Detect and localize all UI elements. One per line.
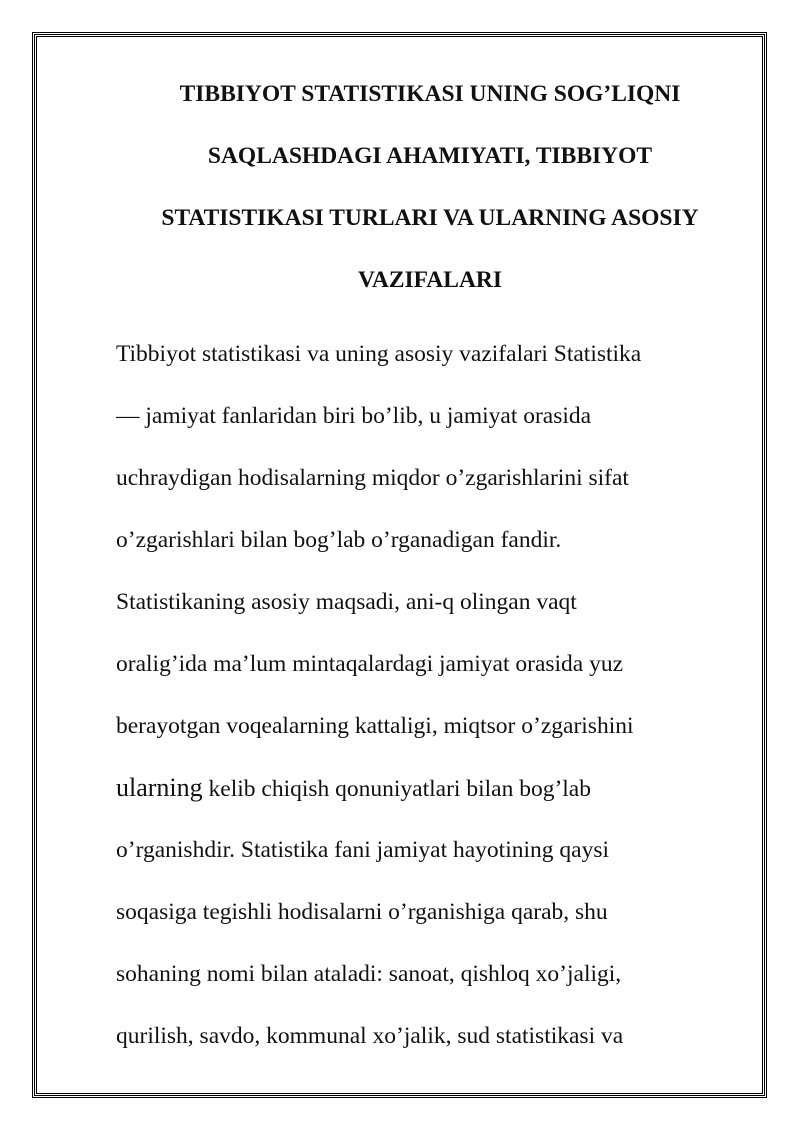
page-border-inner bbox=[36, 36, 763, 1094]
body-line-2: — jamiyat fanlaridan biri bo’lib, u jamiyat orasida bbox=[116, 403, 592, 429]
body-line-5: Statistikaning asosiy maqsadi, ani-q olingan vaqt bbox=[116, 589, 577, 615]
body-line-6: oralig’ida ma’lum mintaqalardagi jamiyat orasida yuz bbox=[116, 651, 624, 677]
body-line-11: sohaning nomi bilan ataladi: sanoat, qishloq xo’jaligi, bbox=[116, 961, 622, 987]
body-line-3: uchraydigan hodisalarning miqdor o’zgarishlarini sifat bbox=[116, 465, 629, 491]
body-line-9: o’rganishdir. Statistika fani jamiyat hayotining qaysi bbox=[116, 837, 609, 863]
body-line-8-rest: kelib chiqish qonuniyatlari bilan bog’lab bbox=[208, 776, 591, 802]
title-line-2: SAQLASHDAGI AHAMIYATI, TIBBIYOT bbox=[207, 143, 653, 169]
body-line-8 bbox=[116, 773, 591, 802]
title-line-3: STATISTIKASI TURLARI VA ULARNING ASOSIY bbox=[161, 205, 699, 231]
body-line-10: soqasiga tegishli hodisalarni o’rganishiga qarab, shu bbox=[116, 899, 608, 925]
title-line-1: TIBBIYOT STATISTIKASI UNING SOG’LIQNI bbox=[179, 81, 681, 107]
body-line-7: berayotgan voqealarning kattaligi, miqtsor o’zgarishini bbox=[116, 713, 634, 739]
body-line-1: Tibbiyot statistikasi va uning asosiy vazifalari Statistika bbox=[116, 341, 642, 367]
body-line-8-lead-word: ularning bbox=[116, 773, 203, 802]
title-line-4: VAZIFALARI bbox=[357, 267, 503, 293]
body-line-12: qurilish, savdo, kommunal xo’jalik, sud statistikasi va bbox=[116, 1023, 624, 1049]
body-line-4: o’zgarishlari bilan bog’lab o’rganadigan fandir. bbox=[116, 527, 562, 553]
